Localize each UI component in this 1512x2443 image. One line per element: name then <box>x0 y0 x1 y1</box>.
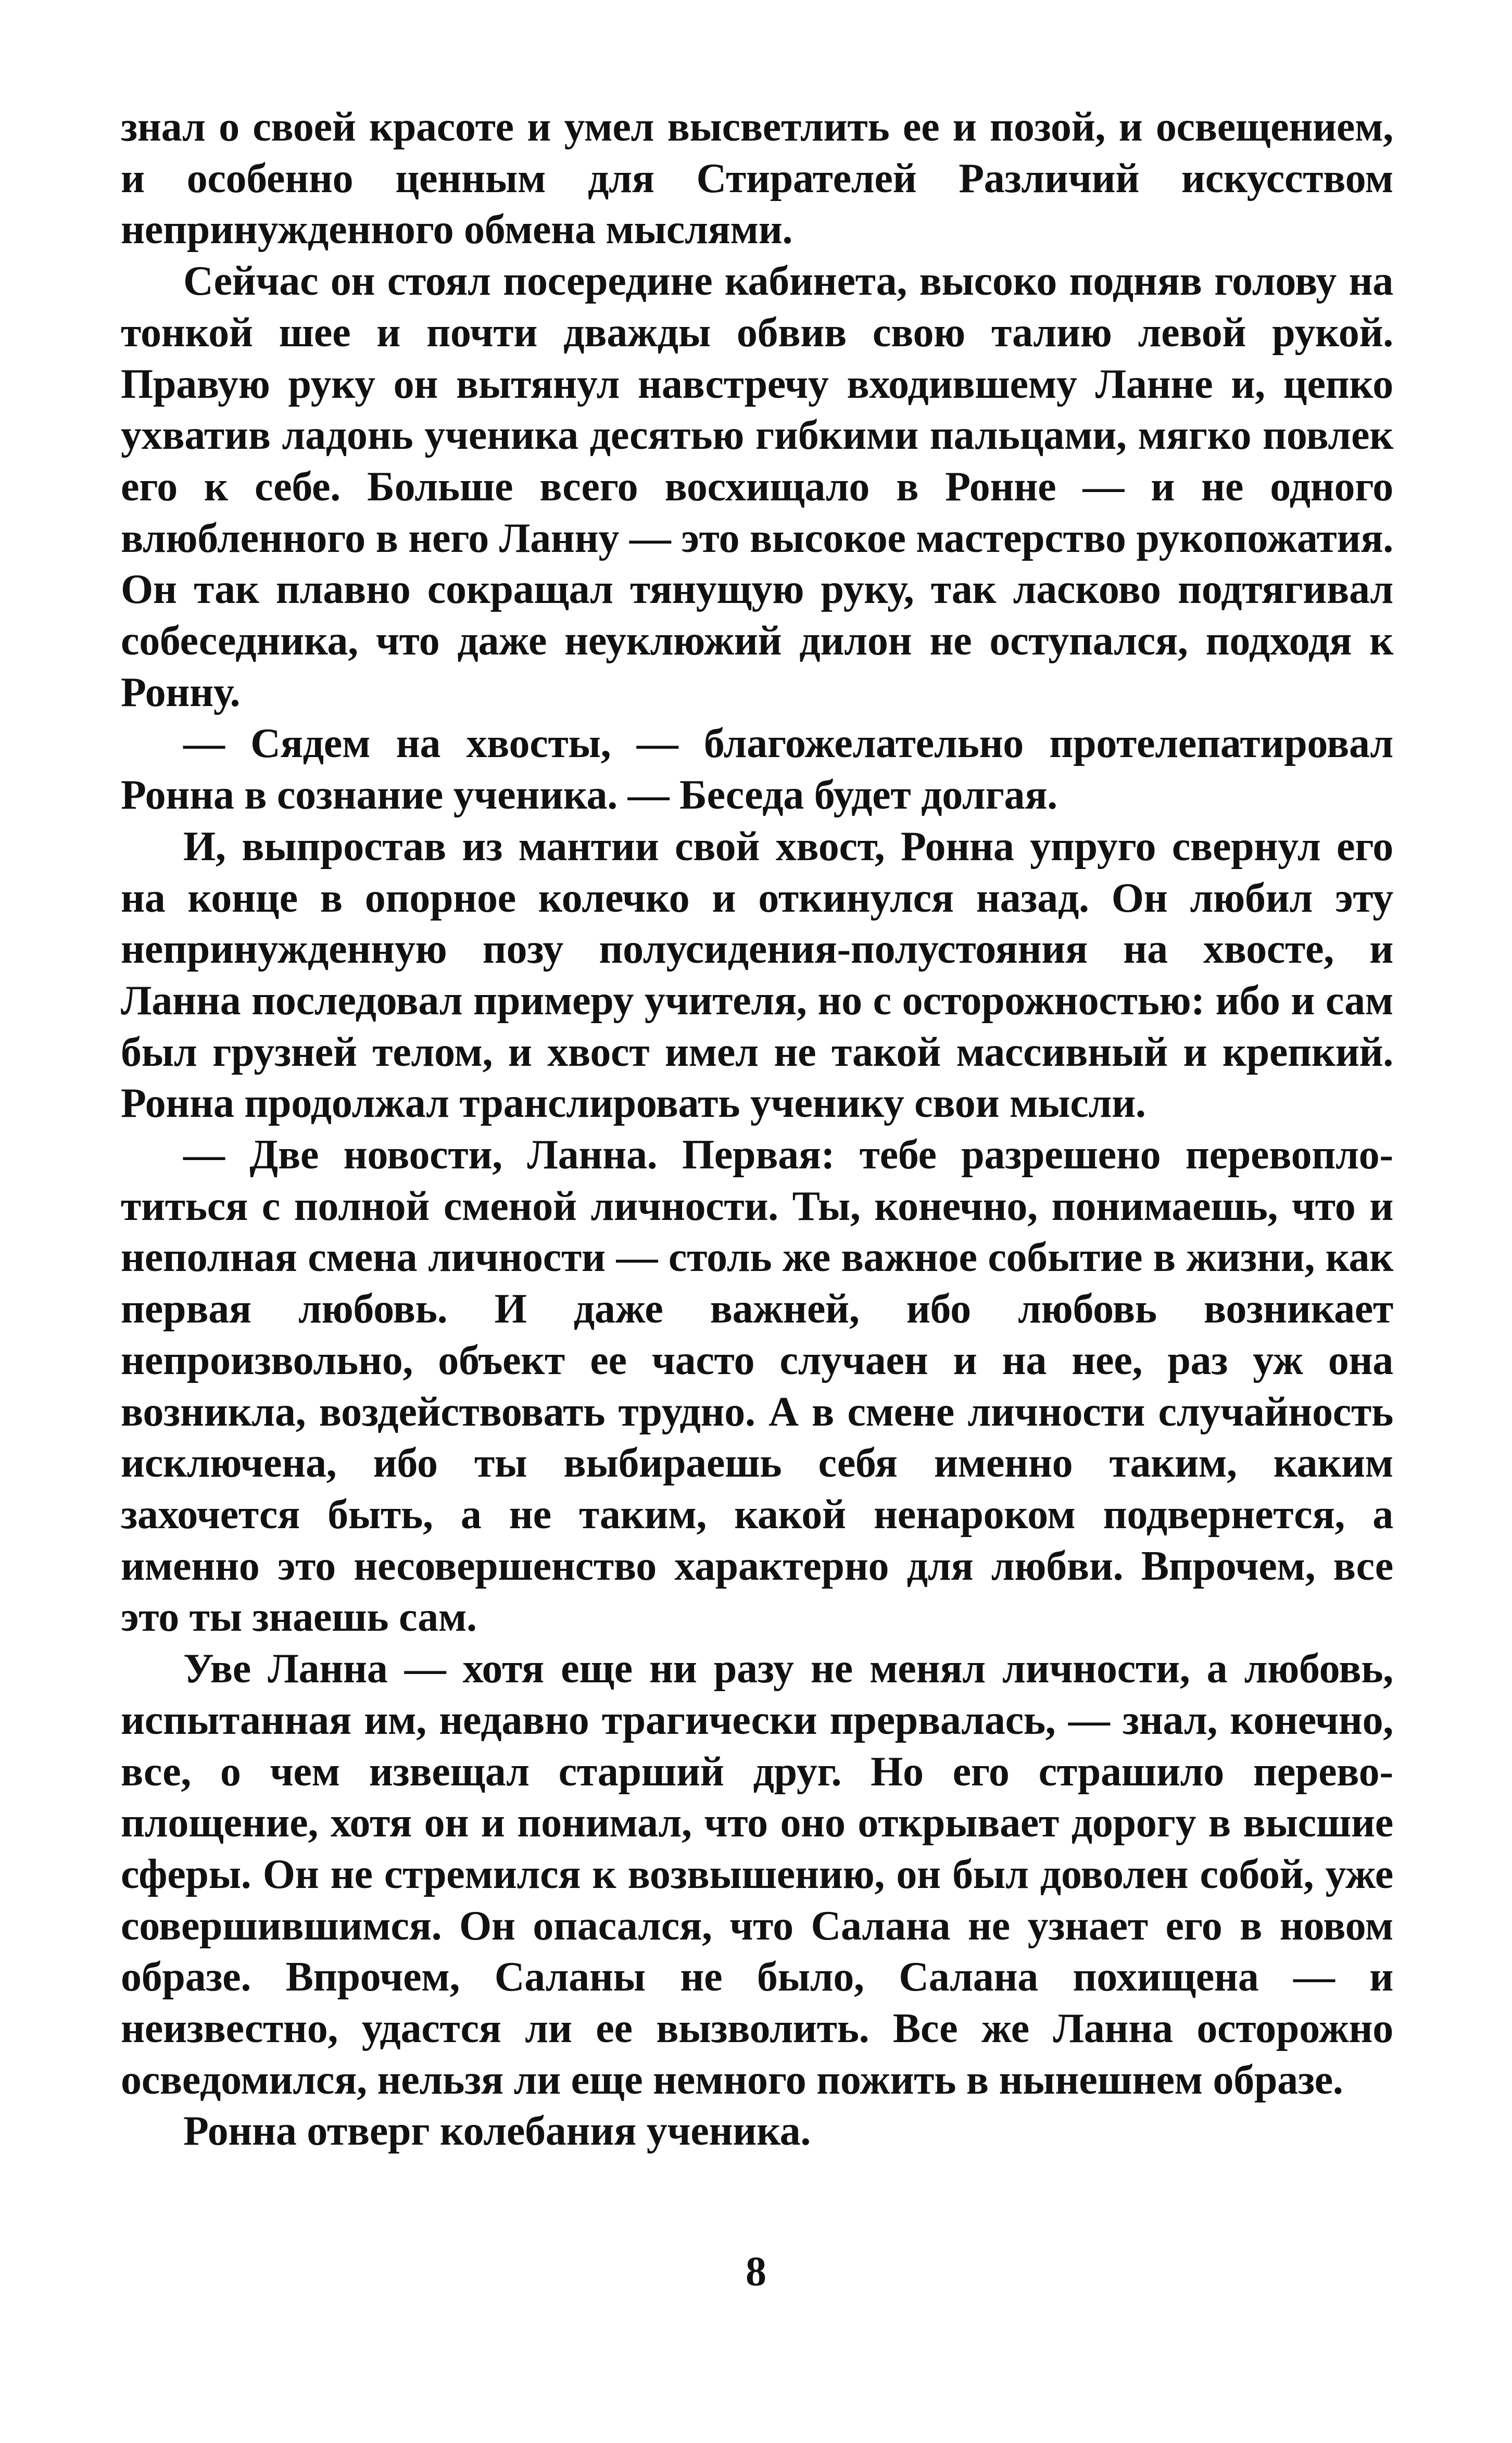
paragraph-5: — Две новости, Ланна. Первая: тебе разрешено перевоплотиться с полной сменой личности. Ты, конечно, понимаешь, что и неполная смена личности — столь же важное событие в жизни, как первая любовь. И даже важней, ибо любовь возникает непроизвольно, объект ее часто случаен и на нее, раз уж она возникла, воздействовать трудно. А в смене личности случайность исключена, ибо ты выбираешь себя именно таким, каким захочется быть, а не таким, какой ненароком подвернется, а именно это несовершенство характерно для любви. Впрочем, все это ты знаешь сам. <box>121 1132 1393 1641</box>
page-number: 8 <box>746 2249 766 2295</box>
paragraph-1: знал о своей красоте и умел высветлить ее и позой, и освещением, и особенно ценным для Стирателей Различий искусством непринужденного обмена мыслями. <box>121 104 1393 253</box>
paragraph-2: Сейчас он стоял посередине кабинета, высоко подняв голову на тонкой шее и почти дважды обвив свою талию левой рукой. Правую руку он вытянул навстречу входившему Ланне и, цепко ухватив ладонь ученика десятью гибкими пальцами, мягко повлек его к себе. Больше всего восхищало в Ронне — и не одного влюбленного в него Ланну — это высокое мастерство рукопожатия. Он так плавно сокращал тянущую руку, так ласково подтягивал собеседника, что даже неуклюжий дилон не оступался, подходя к Ронну. <box>121 258 1393 715</box>
body-text <box>121 102 1393 2157</box>
paragraph-7: Ронна отверг колебания ученика. <box>183 2108 811 2155</box>
paragraph-4: И, выпростав из мантии свой хвост, Ронна упруго свернул его на конце в опорное колечко и откинулся назад. Он любил эту непринужденную позу полусидения-полустояния на хвосте, и Ланна последовал примеру учителя, но с осторожностью: ибо и сам был грузней телом, и хвост имел не такой массивный и крепкий. Ронна продолжал транслировать ученику свои мысли. <box>121 823 1393 1127</box>
paragraph-3: — Сядем на хвосты, — благожелательно протелепатировал Ронна в сознание ученика. — Беседа будет долгая. <box>121 721 1393 818</box>
paragraph-6: Уве Ланна — хотя еще ни разу не менял личности, а любовь, испытанная им, недавно трагически прервалась, — знал, конечно, все, о чем извещал старший друг. Но его страшило перевоплощение, хотя он и понимал, что оно открывает дорогу в высшие сферы. Он не стремился к возвышению, он был доволен собой, уже совершившимся. Он опасался, что Салана не узнает его в новом образе. Впрочем, Саланы не было, Салана похищена — и неизвестно, удастся ли ее вызволить. Все же Ланна осторожно осведомился, нельзя ли еще немного пожить в нынешнем образе. <box>121 1646 1393 2103</box>
